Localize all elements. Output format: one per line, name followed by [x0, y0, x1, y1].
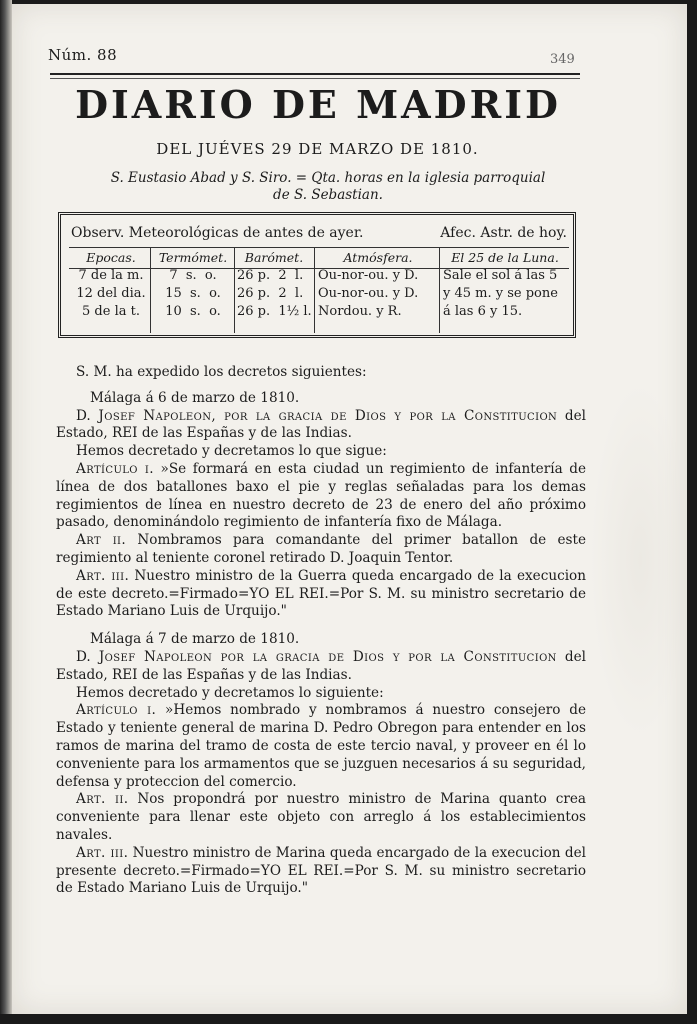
col-luna — [443, 249, 567, 333]
article-text: Nuestro ministro de la Guerra queda encargado de la execucion de este decreto.=Firmado=YO EL REI.=Por S. M. su ministro secretario de Estado Mariano Luis de Urquijo." — [56, 567, 586, 620]
article-text: »Hemos nombrado y nombramos á nuestro consejero de Estado y teniente general de marina D. Pedro Obregon para entender en los ramos de marina del tramo de costa de este tercio naval, y proveer en él lo conveniente para los armamentos que se juzguen necesarios á su seguridad, defensa y proteccion del comercio. — [56, 702, 587, 790]
termomet-row: 10 s. o. — [165, 304, 221, 319]
col-header-epocas: Epocas. — [86, 250, 136, 265]
intro-line: S. M. ha expedido los decretos siguientes: — [76, 364, 367, 380]
article-label: Art. iii. — [76, 844, 129, 861]
col-header-termomet: Termómet. — [158, 250, 228, 265]
decree2-formula: Hemos decretado y decretamos lo siguiente: — [76, 684, 384, 701]
col-epocas — [73, 249, 149, 333]
article-label: Art. ii. — [76, 791, 129, 808]
header-rule — [50, 73, 580, 79]
weather-box-header — [71, 225, 567, 241]
col-termomet — [153, 249, 233, 333]
decree2-article-2 — [56, 791, 586, 844]
decree1-king — [56, 408, 586, 444]
page-binding-edge — [0, 0, 12, 1024]
decree1-king-lead: D. — [76, 407, 99, 424]
epoca-row: 7 de la m. — [78, 268, 144, 283]
luna-row: Sale el sol á las 5 — [443, 268, 558, 283]
luna-row: á las 6 y 15. — [443, 304, 523, 319]
weather-rule-top — [69, 247, 569, 248]
saints-of-day — [68, 170, 588, 204]
article-text: »Se formará en esta ciudad un regimiento de infantería de línea de dos batallones baxo el pie y reglas señaladas para los demas regimientos de línea en nuestro decreto de 23 de enero del año próximo pasado, denominándolo regimiento de infantería fixo de Málaga. — [56, 460, 586, 531]
decree1-king-title: Josef Napoleon, por la gracia de Dios y por la Constitucion — [98, 407, 558, 424]
col-divider — [234, 247, 235, 333]
decree1-place-date: Málaga á 6 de marzo de 1810. — [90, 389, 300, 406]
termomet-row: 15 s. o. — [165, 286, 221, 301]
col-divider — [150, 247, 151, 333]
dateline: DEL JUÉVES 29 DE MARZO DE 1810. — [156, 140, 479, 158]
issue-number: Núm. 88 — [48, 46, 118, 64]
decree1-article-1 — [56, 461, 586, 532]
baromet-row: 26 p. 1½ l. — [237, 304, 312, 319]
paper-stain — [590, 380, 690, 740]
decree2-article-1 — [56, 702, 586, 791]
article-label: Artículo i. — [76, 702, 157, 719]
page-bottom-edge — [0, 1014, 697, 1024]
baromet-row: 26 p. 2 l. — [237, 268, 304, 283]
col-divider — [314, 247, 315, 333]
col-header-atmosfera: Atmósfera. — [343, 250, 413, 265]
decree2-article-3 — [56, 845, 586, 898]
col-header-baromet: Barómet. — [244, 250, 304, 265]
article-text: Nombramos para comandante del primer batallon de este regimiento al teniente coronel retirado D. Joaquin Tentor. — [56, 532, 586, 566]
epoca-row: 5 de la t. — [82, 304, 140, 319]
epoca-row: 12 del dia. — [76, 286, 146, 301]
article-text: Nuestro ministro de Marina queda encargado de la execucion del presente decreto.=Firmado=YO EL REI.=Por S. M. su ministro secretario de Estado Mariano Luis de Urquijo." — [56, 844, 586, 897]
weather-box — [58, 212, 576, 338]
decree2-king-lead: D. — [76, 648, 99, 665]
luna-row: y 45 m. y se pone — [443, 286, 558, 301]
decree1-formula: Hemos decretado y decretamos lo que sigue: — [76, 443, 387, 460]
article-label: Art ii. — [76, 532, 127, 549]
article-label: Artículo i. — [76, 460, 154, 477]
article-text: Nos propondrá por nuestro ministro de Marina quanto crea conveniente para llenar este objeto con arreglo á los establecimientos navales. — [56, 791, 586, 843]
decree2-king — [56, 649, 586, 685]
page-folio: 349 — [550, 52, 575, 67]
atmosfera-row: Ou-nor-ou. y D. — [318, 268, 419, 283]
decree2-king-rest: del Estado, REI de las Españas y de las Indias. — [56, 648, 587, 683]
decree2-place-date: Málaga á 7 de marzo de 1810. — [90, 631, 300, 648]
col-atmosfera — [318, 249, 438, 333]
col-divider — [439, 247, 440, 333]
saints-line-2: de S. Sebastian. — [273, 187, 383, 203]
masthead-title: DIARIO DE MADRID — [75, 82, 561, 127]
article-body — [56, 364, 586, 898]
weather-title: Observ. Meteorológicas de antes de ayer. — [71, 225, 364, 241]
decree1-article-3 — [56, 568, 586, 621]
col-header-luna: El 25 de la Luna. — [451, 250, 559, 265]
atmosfera-row: Ou-nor-ou. y D. — [318, 286, 419, 301]
article-label: Art. iii. — [76, 567, 130, 584]
astro-title: Afec. Astr. de hoy. — [440, 225, 567, 241]
baromet-row: 26 p. 2 l. — [237, 286, 304, 301]
atmosfera-row: Nordou. y R. — [318, 304, 402, 319]
decree1-article-2 — [56, 532, 586, 568]
decree2-king-title: Josef Napoleon por la gracia de Dios y por la Constitucion — [98, 648, 557, 665]
col-baromet — [237, 249, 311, 333]
decree1-king-rest: del Estado, REI de las Españas y de las Indias. — [56, 407, 586, 442]
saints-line-1: S. Eustasio Abad y S. Siro. = Qta. horas en la iglesia parroquial — [110, 170, 546, 186]
termomet-row: 7 s. o. — [169, 268, 217, 283]
